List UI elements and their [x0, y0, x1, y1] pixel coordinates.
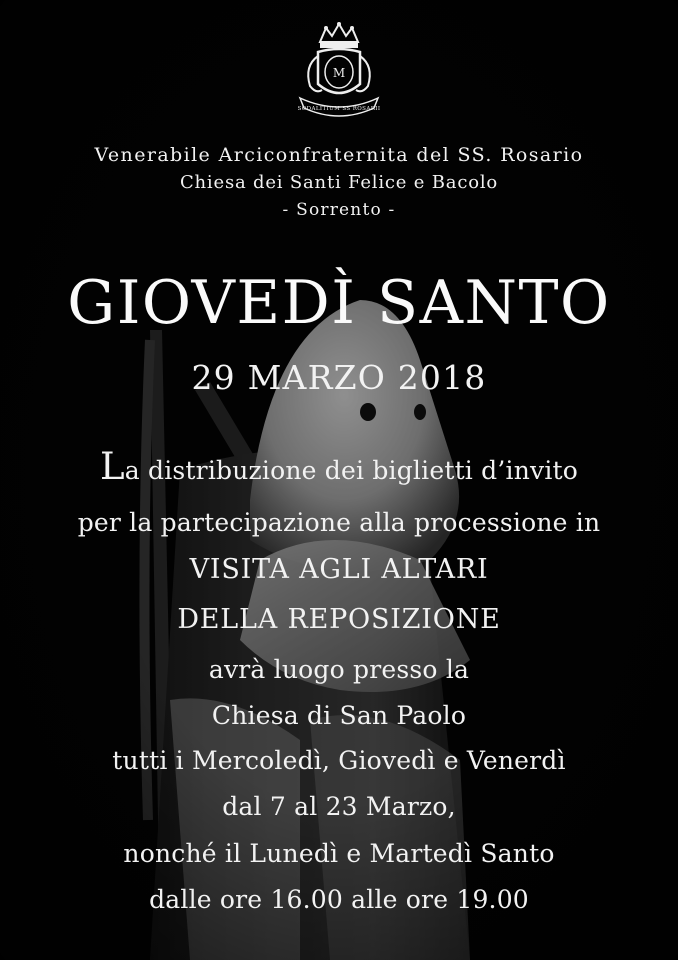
event-title: GIOVEDÌ SANTO	[67, 268, 611, 338]
announcement-line-1-text: a distribuzione dei biglietti d’invito	[124, 456, 579, 485]
announcement-line-7: tutti i Mercoledì, Giovedì e Venerdì	[112, 746, 566, 775]
announcement-line-5: avrà luogo presso la	[208, 655, 470, 684]
announcement-line-6: Chiesa di San Paolo	[211, 701, 467, 730]
drop-cap-initial: L	[99, 445, 125, 488]
announcement-line-8: dal 7 al 23 Marzo,	[222, 792, 456, 821]
announcement-line-2: per la partecipazione alla processione in	[77, 508, 601, 537]
city-name: - Sorrento -	[282, 200, 396, 220]
announcement-line-1	[0, 445, 678, 488]
announcement-line-10: dalle ore 16.00 alle ore 19.00	[149, 885, 529, 914]
confraternity-crest-icon	[290, 20, 388, 120]
event-date: 29 MARZO 2018	[191, 358, 487, 397]
svg-text:M: M	[332, 66, 346, 80]
confraternity-name: Venerabile Arciconfraternita del SS. Rosario	[94, 144, 584, 166]
announcement-line-3: VISITA AGLI ALTARI	[189, 554, 489, 585]
announcement-line-4: DELLA REPOSIZIONE	[177, 604, 501, 635]
church-name: Chiesa dei Santi Felice e Bacolo	[179, 172, 499, 193]
announcement-line-9: nonché il Lunedì e Martedì Santo	[123, 839, 555, 868]
crest-motto: SODALITIUM SS ROSARII	[297, 106, 381, 112]
